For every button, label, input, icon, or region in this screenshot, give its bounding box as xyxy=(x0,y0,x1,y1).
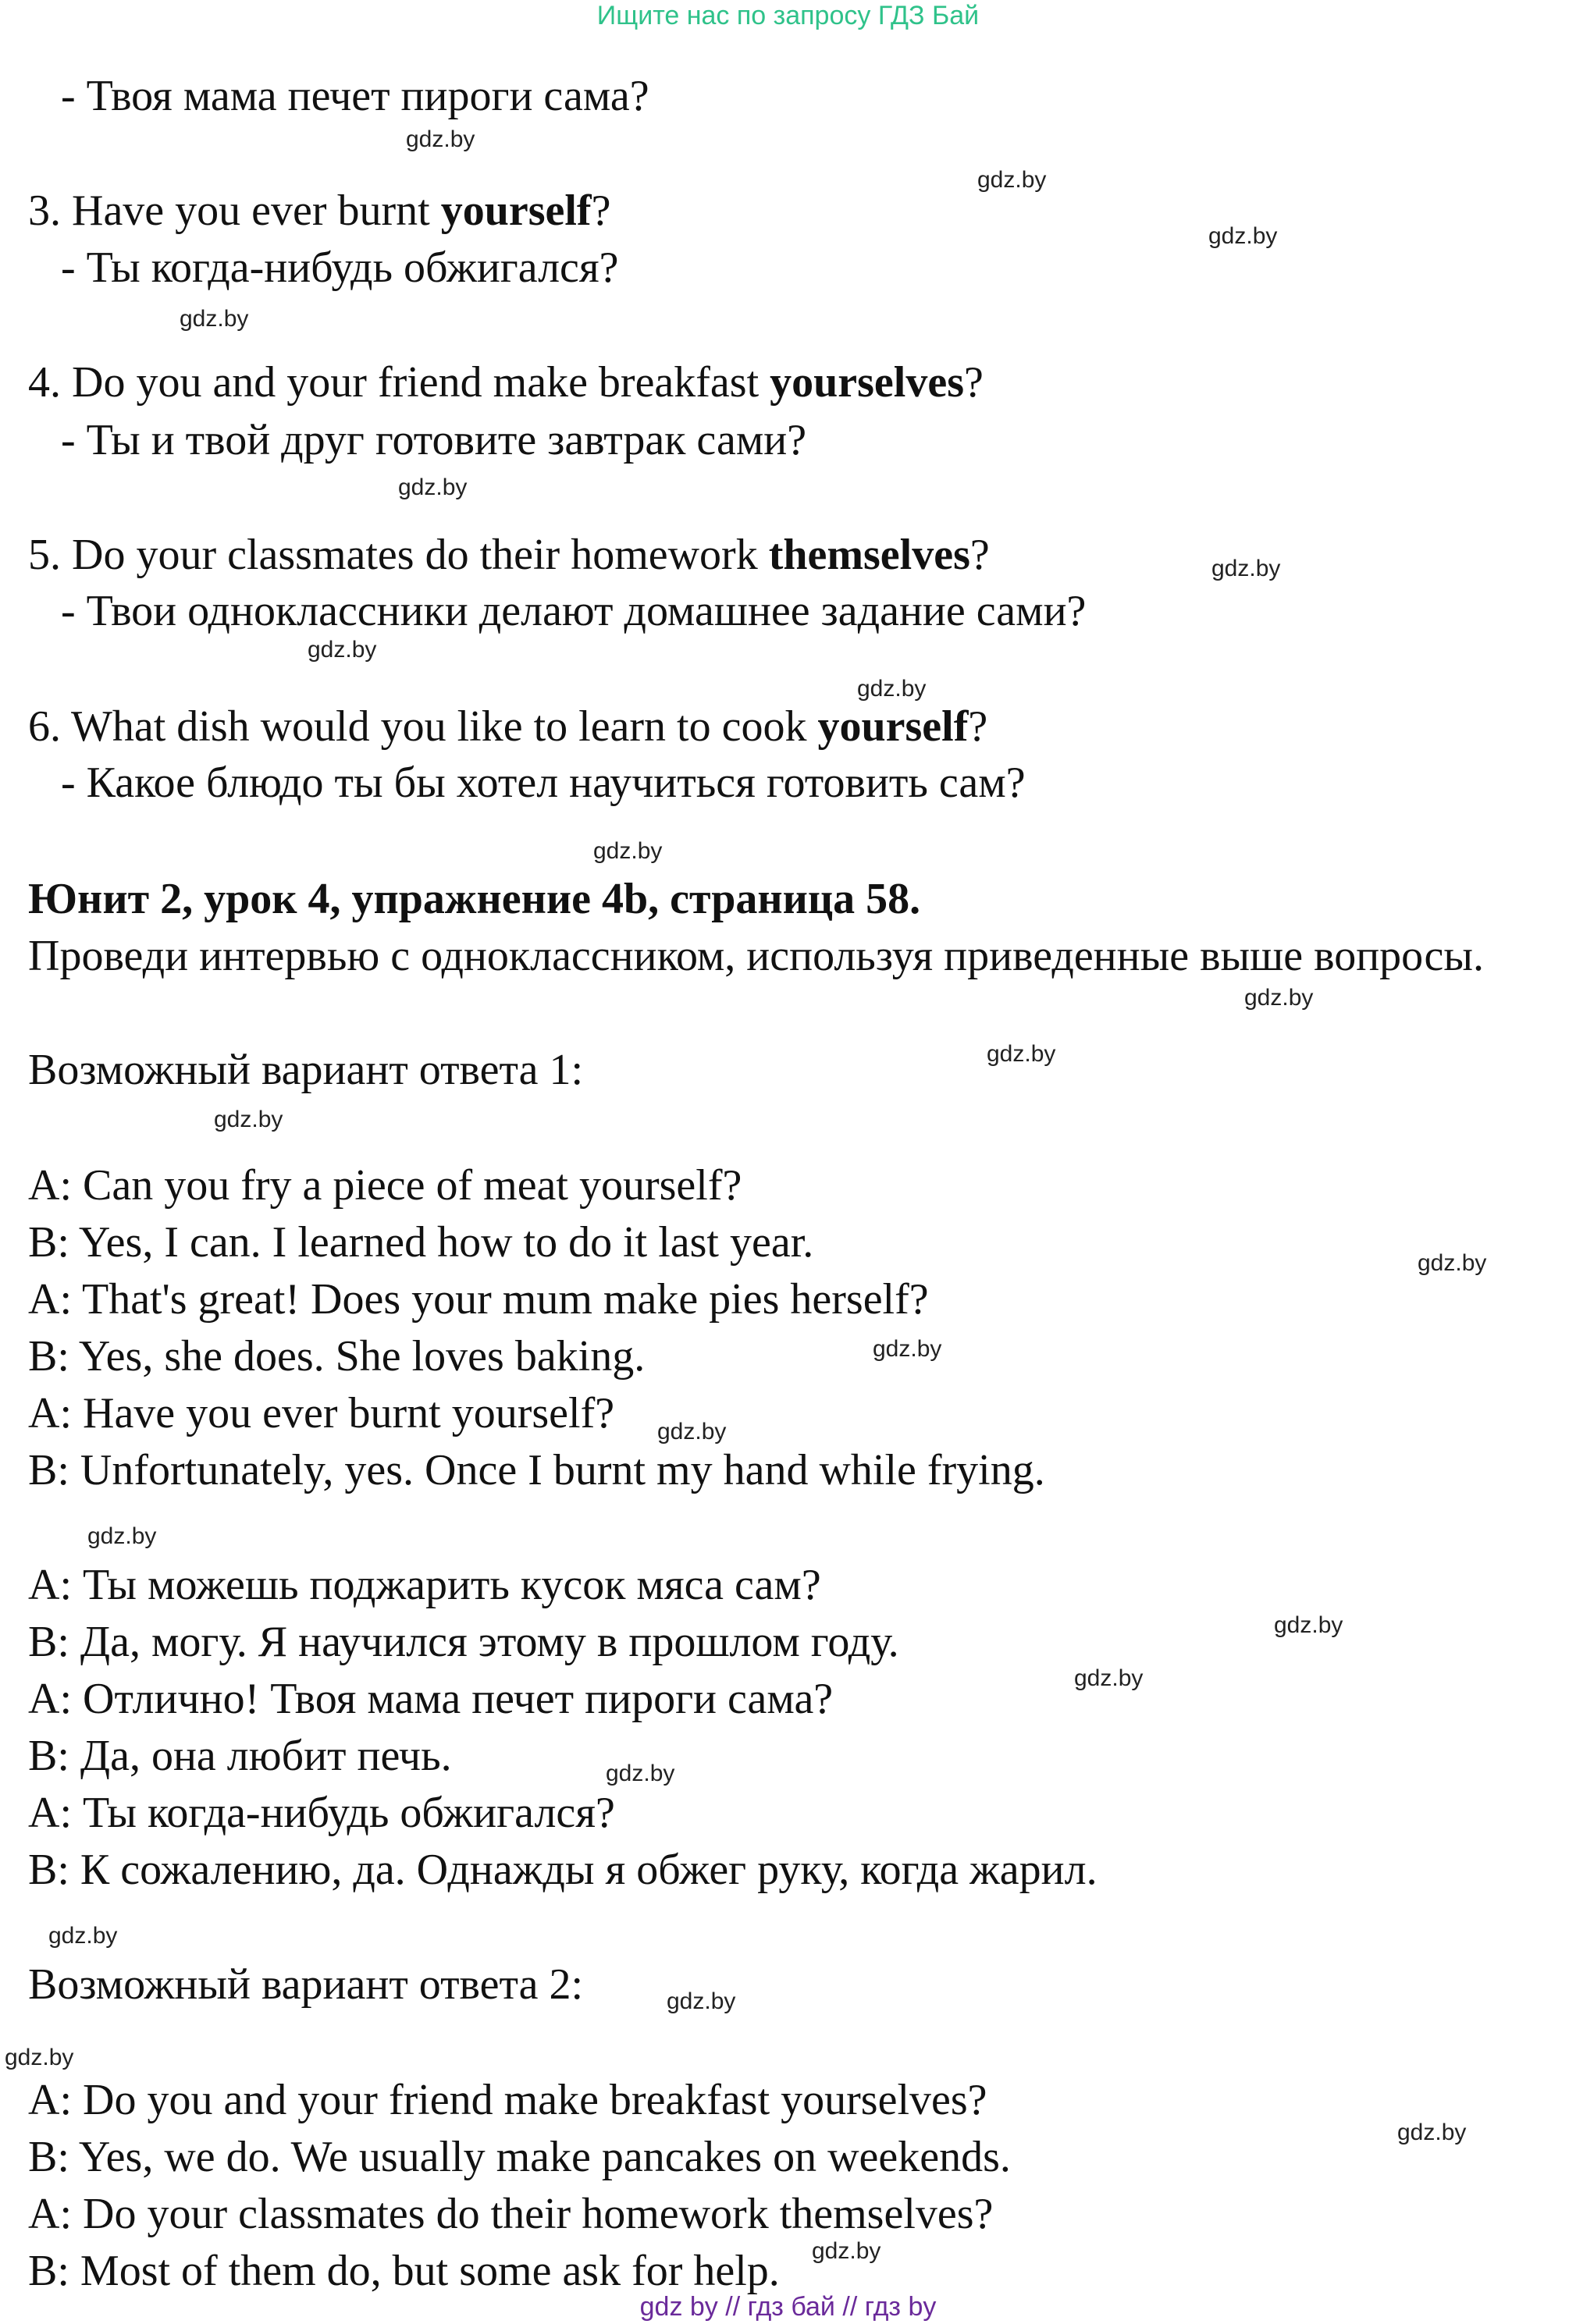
watermark: gdz.by xyxy=(398,474,468,500)
item-6-keyword: yourself xyxy=(817,702,969,751)
watermark: gdz.by xyxy=(406,126,475,152)
dialogue-line: A: Do your classmates do their homework themselves? xyxy=(28,2190,994,2238)
item-4-translation: - Ты и твой друг готовите завтрак сами? xyxy=(61,416,807,464)
variant-2-title: Возможный вариант ответа 2: xyxy=(28,1960,584,2009)
dialogue-line: B: Yes, I can. I learned how to do it last year. xyxy=(28,1218,814,1267)
watermark: gdz.by xyxy=(812,2238,881,2264)
watermark: gdz.by xyxy=(1418,1250,1487,1276)
watermark: gdz.by xyxy=(214,1107,283,1132)
watermark: gdz.by xyxy=(1274,1612,1343,1638)
dialogue-line: B: Unfortunately, yes. Once I burnt my hand while frying. xyxy=(28,1446,1045,1494)
watermark: gdz.by xyxy=(667,1988,736,2014)
watermark: gdz.by xyxy=(1208,223,1278,249)
task-text: Проведи интервью с одноклассником, используя приведенные выше вопросы. xyxy=(28,932,1485,980)
dialogue-line-ru: A: Ты когда-нибудь обжигался? xyxy=(28,1789,615,1837)
watermark: gdz.by xyxy=(857,676,927,702)
item-6-translation: - Какое блюдо ты бы хотел научиться готовить сам? xyxy=(61,759,1026,807)
dialogue-line: B: Most of them do, but some ask for help. xyxy=(28,2247,780,2295)
item-2-translation: - Твоя мама печет пироги сама? xyxy=(61,72,649,120)
section-heading: Юнит 2, урок 4, упражнение 4b, страница 58. xyxy=(28,875,921,923)
item-5-keyword: themselves xyxy=(768,531,970,579)
watermark: gdz.by xyxy=(606,1761,675,1786)
dialogue-line-ru: B: Да, она любит печь. xyxy=(28,1732,452,1780)
item-5-translation: - Твои одноклассники делают домашнее задание сами? xyxy=(61,587,1087,635)
watermark: gdz.by xyxy=(48,1923,118,1949)
dialogue-line-ru: B: К сожалению, да. Однажды я обжег руку, когда жарил. xyxy=(28,1846,1098,1894)
watermark: gdz.by xyxy=(1244,985,1314,1011)
watermark: gdz.by xyxy=(1397,2120,1467,2145)
dialogue-line: A: Can you fry a piece of meat yourself? xyxy=(28,1161,742,1210)
dialogue-line: A: That's great! Does your mum make pies herself? xyxy=(28,1275,929,1324)
dialogue-line-ru: A: Ты можешь поджарить кусок мяса сам? xyxy=(28,1561,821,1609)
item-3-translation: - Ты когда-нибудь обжигался? xyxy=(61,243,619,292)
dialogue-line: B: Yes, she does. She loves baking. xyxy=(28,1332,646,1381)
item-6-question: 6. What dish would you like to learn to cook yourself? xyxy=(28,702,988,751)
watermark: gdz.by xyxy=(5,2045,74,2070)
watermark: gdz.by xyxy=(87,1523,157,1549)
watermark: gdz.by xyxy=(1074,1665,1144,1691)
watermark: gdz.by xyxy=(873,1336,942,1362)
watermark: gdz.by xyxy=(593,838,663,864)
watermark: gdz.by xyxy=(1211,556,1281,581)
watermark: gdz.by xyxy=(987,1041,1056,1067)
item-4-question: 4. Do you and your friend make breakfast yourselves? xyxy=(28,358,984,407)
dialogue-line: A: Do you and your friend make breakfast yourselves? xyxy=(28,2076,987,2124)
watermark: gdz.by xyxy=(180,306,249,332)
dialogue-line-ru: A: Отлично! Твоя мама печет пироги сама? xyxy=(28,1675,834,1723)
watermark: gdz.by xyxy=(308,637,377,663)
dialogue-line-ru: B: Да, могу. Я научился этому в прошлом году. xyxy=(28,1618,899,1666)
top-banner[interactable]: Ищите нас по запросу ГДЗ Бай xyxy=(596,1,980,30)
footer-links[interactable]: gdz by // гдз бай // гдз by xyxy=(639,2292,937,2322)
item-3-question: 3. Have you ever burnt yourself? xyxy=(28,187,611,235)
item-5-question: 5. Do your classmates do their homework themselves? xyxy=(28,531,990,579)
item-4-keyword: yourselves xyxy=(770,358,964,407)
variant-1-title: Возможный вариант ответа 1: xyxy=(28,1046,584,1094)
dialogue-line: B: Yes, we do. We usually make pancakes on weekends. xyxy=(28,2133,1011,2181)
item-3-keyword: yourself xyxy=(440,187,592,235)
dialogue-line: A: Have you ever burnt yourself? xyxy=(28,1389,615,1437)
watermark: gdz.by xyxy=(977,167,1047,193)
watermark: gdz.by xyxy=(657,1419,727,1445)
